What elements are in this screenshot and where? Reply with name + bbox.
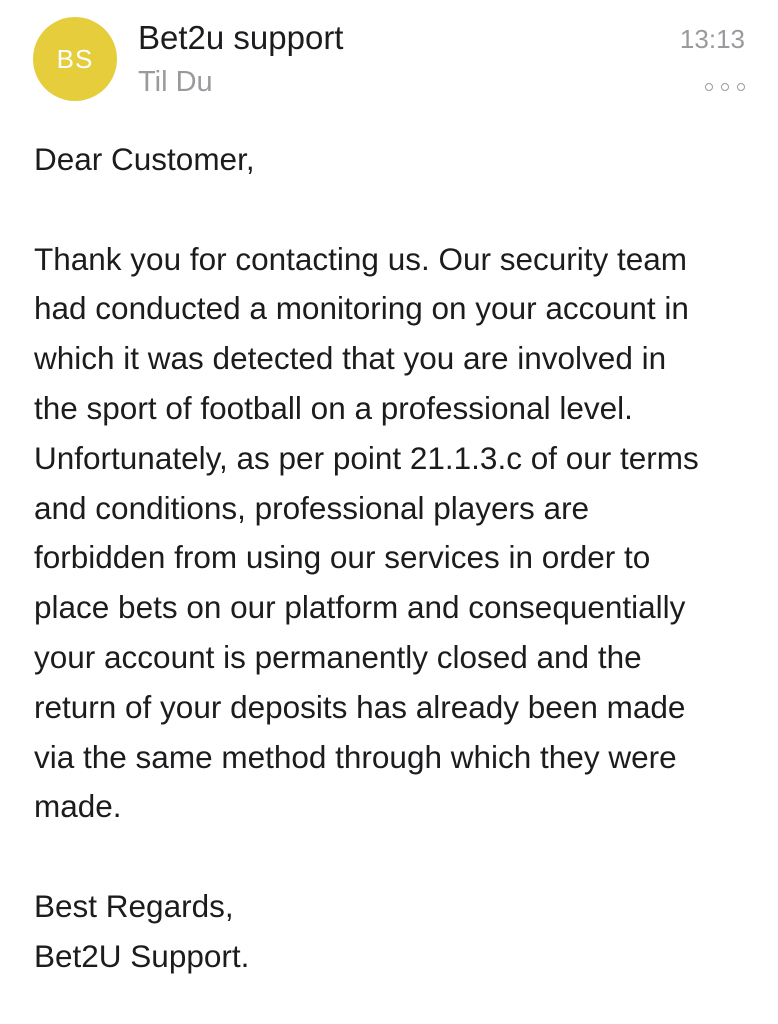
email-header bbox=[0, 0, 778, 120]
signoff: Best Regards, bbox=[34, 887, 234, 924]
avatar-initials: BS bbox=[56, 43, 94, 74]
dot bbox=[737, 83, 745, 91]
message-paragraph: Thank you for contacting us. Our security team had conducted a monitoring on your account in which it was detected that you are involved in the sport of football on a professional level. Unfortunately, as per point 21.1.3.c of our terms and conditions, professional players are forbidden from using our services in order to place bets on our platform and consequentially your account is permanently closed and the return of your deposits has already been made via the same method through which they were made. bbox=[34, 240, 699, 825]
message-time: 13:13 bbox=[679, 24, 745, 54]
sender-name[interactable]: Bet2u support bbox=[138, 19, 344, 56]
avatar[interactable] bbox=[33, 17, 117, 101]
greeting: Dear Customer, bbox=[34, 141, 255, 177]
recipient-name[interactable]: Til Du bbox=[138, 66, 213, 98]
dot bbox=[705, 83, 713, 91]
spacer bbox=[34, 832, 754, 882]
dot bbox=[721, 83, 729, 91]
spacer bbox=[34, 185, 754, 235]
signature: Bet2U Support. bbox=[34, 937, 250, 974]
more-options-icon[interactable] bbox=[705, 80, 745, 94]
message-body bbox=[34, 135, 754, 982]
